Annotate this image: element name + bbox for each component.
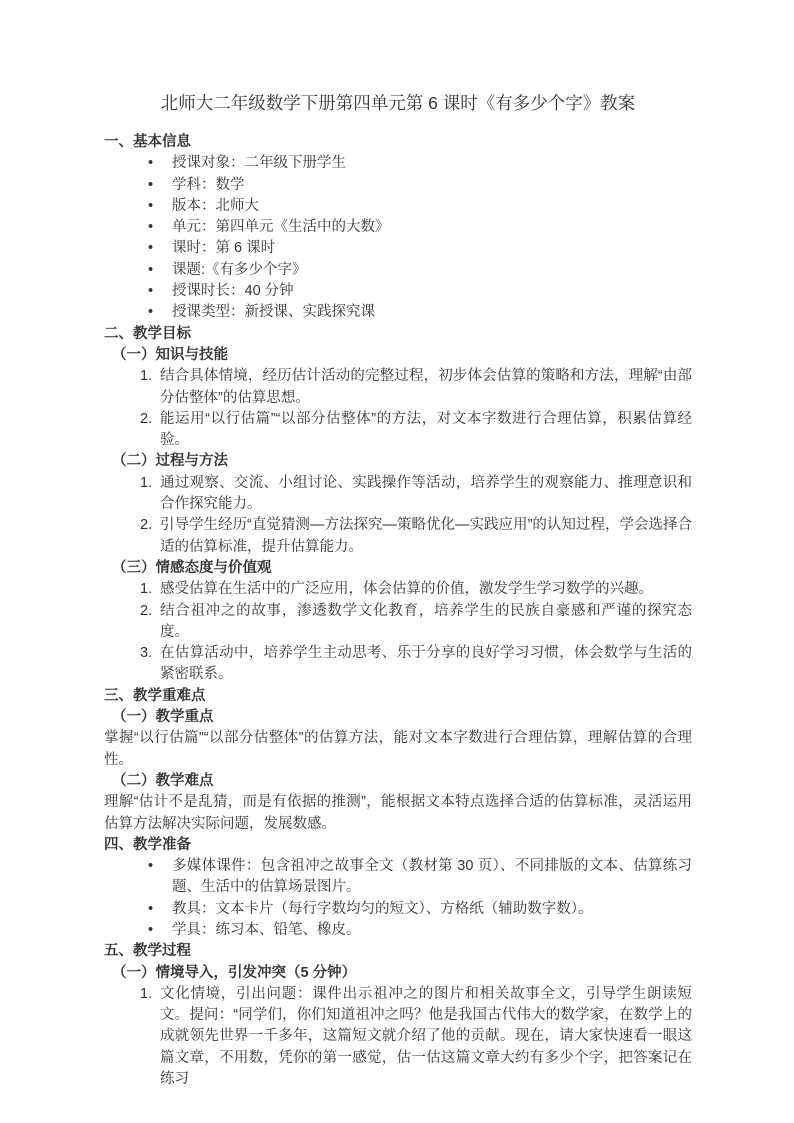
bullet-item xyxy=(104,153,692,174)
numbered-item xyxy=(104,473,692,516)
subsection-heading-difficult-point: （二）教学难点 xyxy=(112,772,214,789)
bullet-text: 授课类型：新授课、实践探究课 xyxy=(172,304,375,321)
paragraph-difficult-point: 理解“估计不是乱猜，而是有依据的推测”，能根据文本特点选择合适的估算标准，灵活运用估算方法解决实际问题，发展数感。 xyxy=(104,794,692,832)
bullet-text: 教具：文本卡片（每行字数均匀的短文）、方格纸（辅助数字数）。 xyxy=(172,900,593,917)
bullet-text: 多媒体课件：包含祖冲之故事全文（教材第 30 页）、不同排版的文本、估算练习题、生活中的估算场景图片。 xyxy=(172,858,692,896)
bullet-text: 授课时长：40 分钟 xyxy=(172,283,294,300)
list-number: 1. xyxy=(140,581,153,598)
list-number: 3. xyxy=(140,645,153,662)
bullet-icon: • xyxy=(148,261,154,278)
numbered-item-text: 感受估算在生活中的广泛应用，体会估算的价值，激发学生学习数学的兴趣。 xyxy=(160,581,653,598)
section-heading-teaching-process: 五、教学过程 xyxy=(104,943,191,960)
numbered-item xyxy=(104,601,692,644)
subsection-heading-attitude-values: （三）情感态度与价值观 xyxy=(112,559,272,576)
bullet-item xyxy=(104,920,692,941)
bullet-item xyxy=(104,899,692,920)
section-heading-teaching-preparation: 四、教学准备 xyxy=(104,836,191,853)
bullet-item xyxy=(104,856,692,899)
section-heading-teaching-goals: 二、教学目标 xyxy=(104,325,191,342)
bullet-icon: • xyxy=(148,858,154,875)
numbered-item-text: 在估算活动中，培养学生主动思考、乐于分享的良好学习习惯，体会数学与生活的紧密联系。 xyxy=(160,645,692,683)
list-number: 1. xyxy=(140,985,153,1002)
bullet-item xyxy=(104,238,692,259)
bullet-text: 版本：北师大 xyxy=(172,197,259,214)
list-number: 2. xyxy=(140,410,153,427)
numbered-item-text: 结合具体情境，经历估计活动的完整过程，初步体会估算的策略和方法，理解“由部分估整体”的估算思想。 xyxy=(160,368,692,406)
bullet-item xyxy=(104,281,692,302)
bullet-item xyxy=(104,196,692,217)
numbered-item xyxy=(104,643,692,686)
list-number: 1. xyxy=(140,368,153,385)
numbered-item xyxy=(104,409,692,452)
section-heading-key-difficult-points: 三、教学重难点 xyxy=(104,687,206,704)
bullet-text: 授课对象：二年级下册学生 xyxy=(172,155,346,172)
bullet-icon: • xyxy=(148,240,154,257)
numbered-item-text: 结合祖冲之的故事，渗透数学文化教育，培养学生的民族自豪感和严谨的探究态度。 xyxy=(160,602,692,640)
bullet-text: 课时：第 6 课时 xyxy=(172,240,276,257)
subsection-heading-process-methods: （二）过程与方法 xyxy=(112,453,228,470)
bullet-text: 学科：数学 xyxy=(172,176,245,193)
subsection-heading-knowledge-skills: （一）知识与技能 xyxy=(112,346,228,363)
numbered-item xyxy=(104,984,692,1090)
bullet-item xyxy=(104,217,692,238)
bullet-icon: • xyxy=(148,176,154,193)
numbered-item xyxy=(104,579,692,600)
bullet-item xyxy=(104,302,692,323)
bullet-icon: • xyxy=(148,197,154,214)
document-title: 北师大二年级数学下册第四单元第 6 课时《有多少个字》教案 xyxy=(160,93,636,113)
section-heading-basic-info: 一、基本信息 xyxy=(104,134,191,150)
numbered-item-text: 通过观察、交流、小组讨论、实践操作等活动，培养学生的观察能力、推理意识和合作探究能力。 xyxy=(160,474,692,513)
bullet-item xyxy=(104,260,692,281)
numbered-item xyxy=(104,366,692,409)
list-number: 2. xyxy=(140,602,153,619)
bullet-icon: • xyxy=(148,219,154,236)
bullet-text: 单元：第四单元《生活中的大数》 xyxy=(172,219,390,236)
bullet-icon: • xyxy=(148,900,154,917)
paragraph-key-point: 掌握“以行估篇”“以部分估整体”的估算方法，能对文本字数进行合理估算，理解估算的合理性。 xyxy=(104,730,692,768)
subsection-heading-key-point: （一）教学重点 xyxy=(112,709,214,726)
bullet-icon: • xyxy=(148,155,154,172)
numbered-item-text: 文化情境，引出问题：课件出示祖冲之的图片和相关故事全文，引导学生朗读短文。提问：“同学们，你们知道祖冲之吗？他是我国古代伟大的数学家，在数学上的成就领先世界一千多年，这篇短文就介绍了他的贡献。现在，请大家快速看一眼这篇文章，不用数，凭你的第一感觉，估一估这篇文章大约有多少个字，把答案记在练习 xyxy=(160,985,692,1088)
bullet-item xyxy=(104,175,692,196)
list-number: 1. xyxy=(140,474,153,491)
list-number: 2. xyxy=(140,517,153,534)
numbered-item xyxy=(104,515,692,558)
bullet-icon: • xyxy=(148,283,154,300)
bullet-icon: • xyxy=(148,921,154,938)
bullet-icon: • xyxy=(148,304,154,321)
numbered-item-text: 引导学生经历“直觉猜测—方法探究—策略优化—实践应用”的认知过程，学会选择合适的估算标准，提升估算能力。 xyxy=(160,517,692,555)
bullet-text: 课题:《有多少个字》 xyxy=(172,261,307,278)
numbered-item-text: 能运用“以行估篇”“以部分估整体”的方法，对文本字数进行合理估算，积累估算经验。 xyxy=(160,410,692,449)
subsection-heading-situation-intro: （一）情境导入，引发冲突（5 分钟） xyxy=(112,964,357,981)
bullet-text: 学具：练习本、铅笔、橡皮。 xyxy=(172,921,361,938)
